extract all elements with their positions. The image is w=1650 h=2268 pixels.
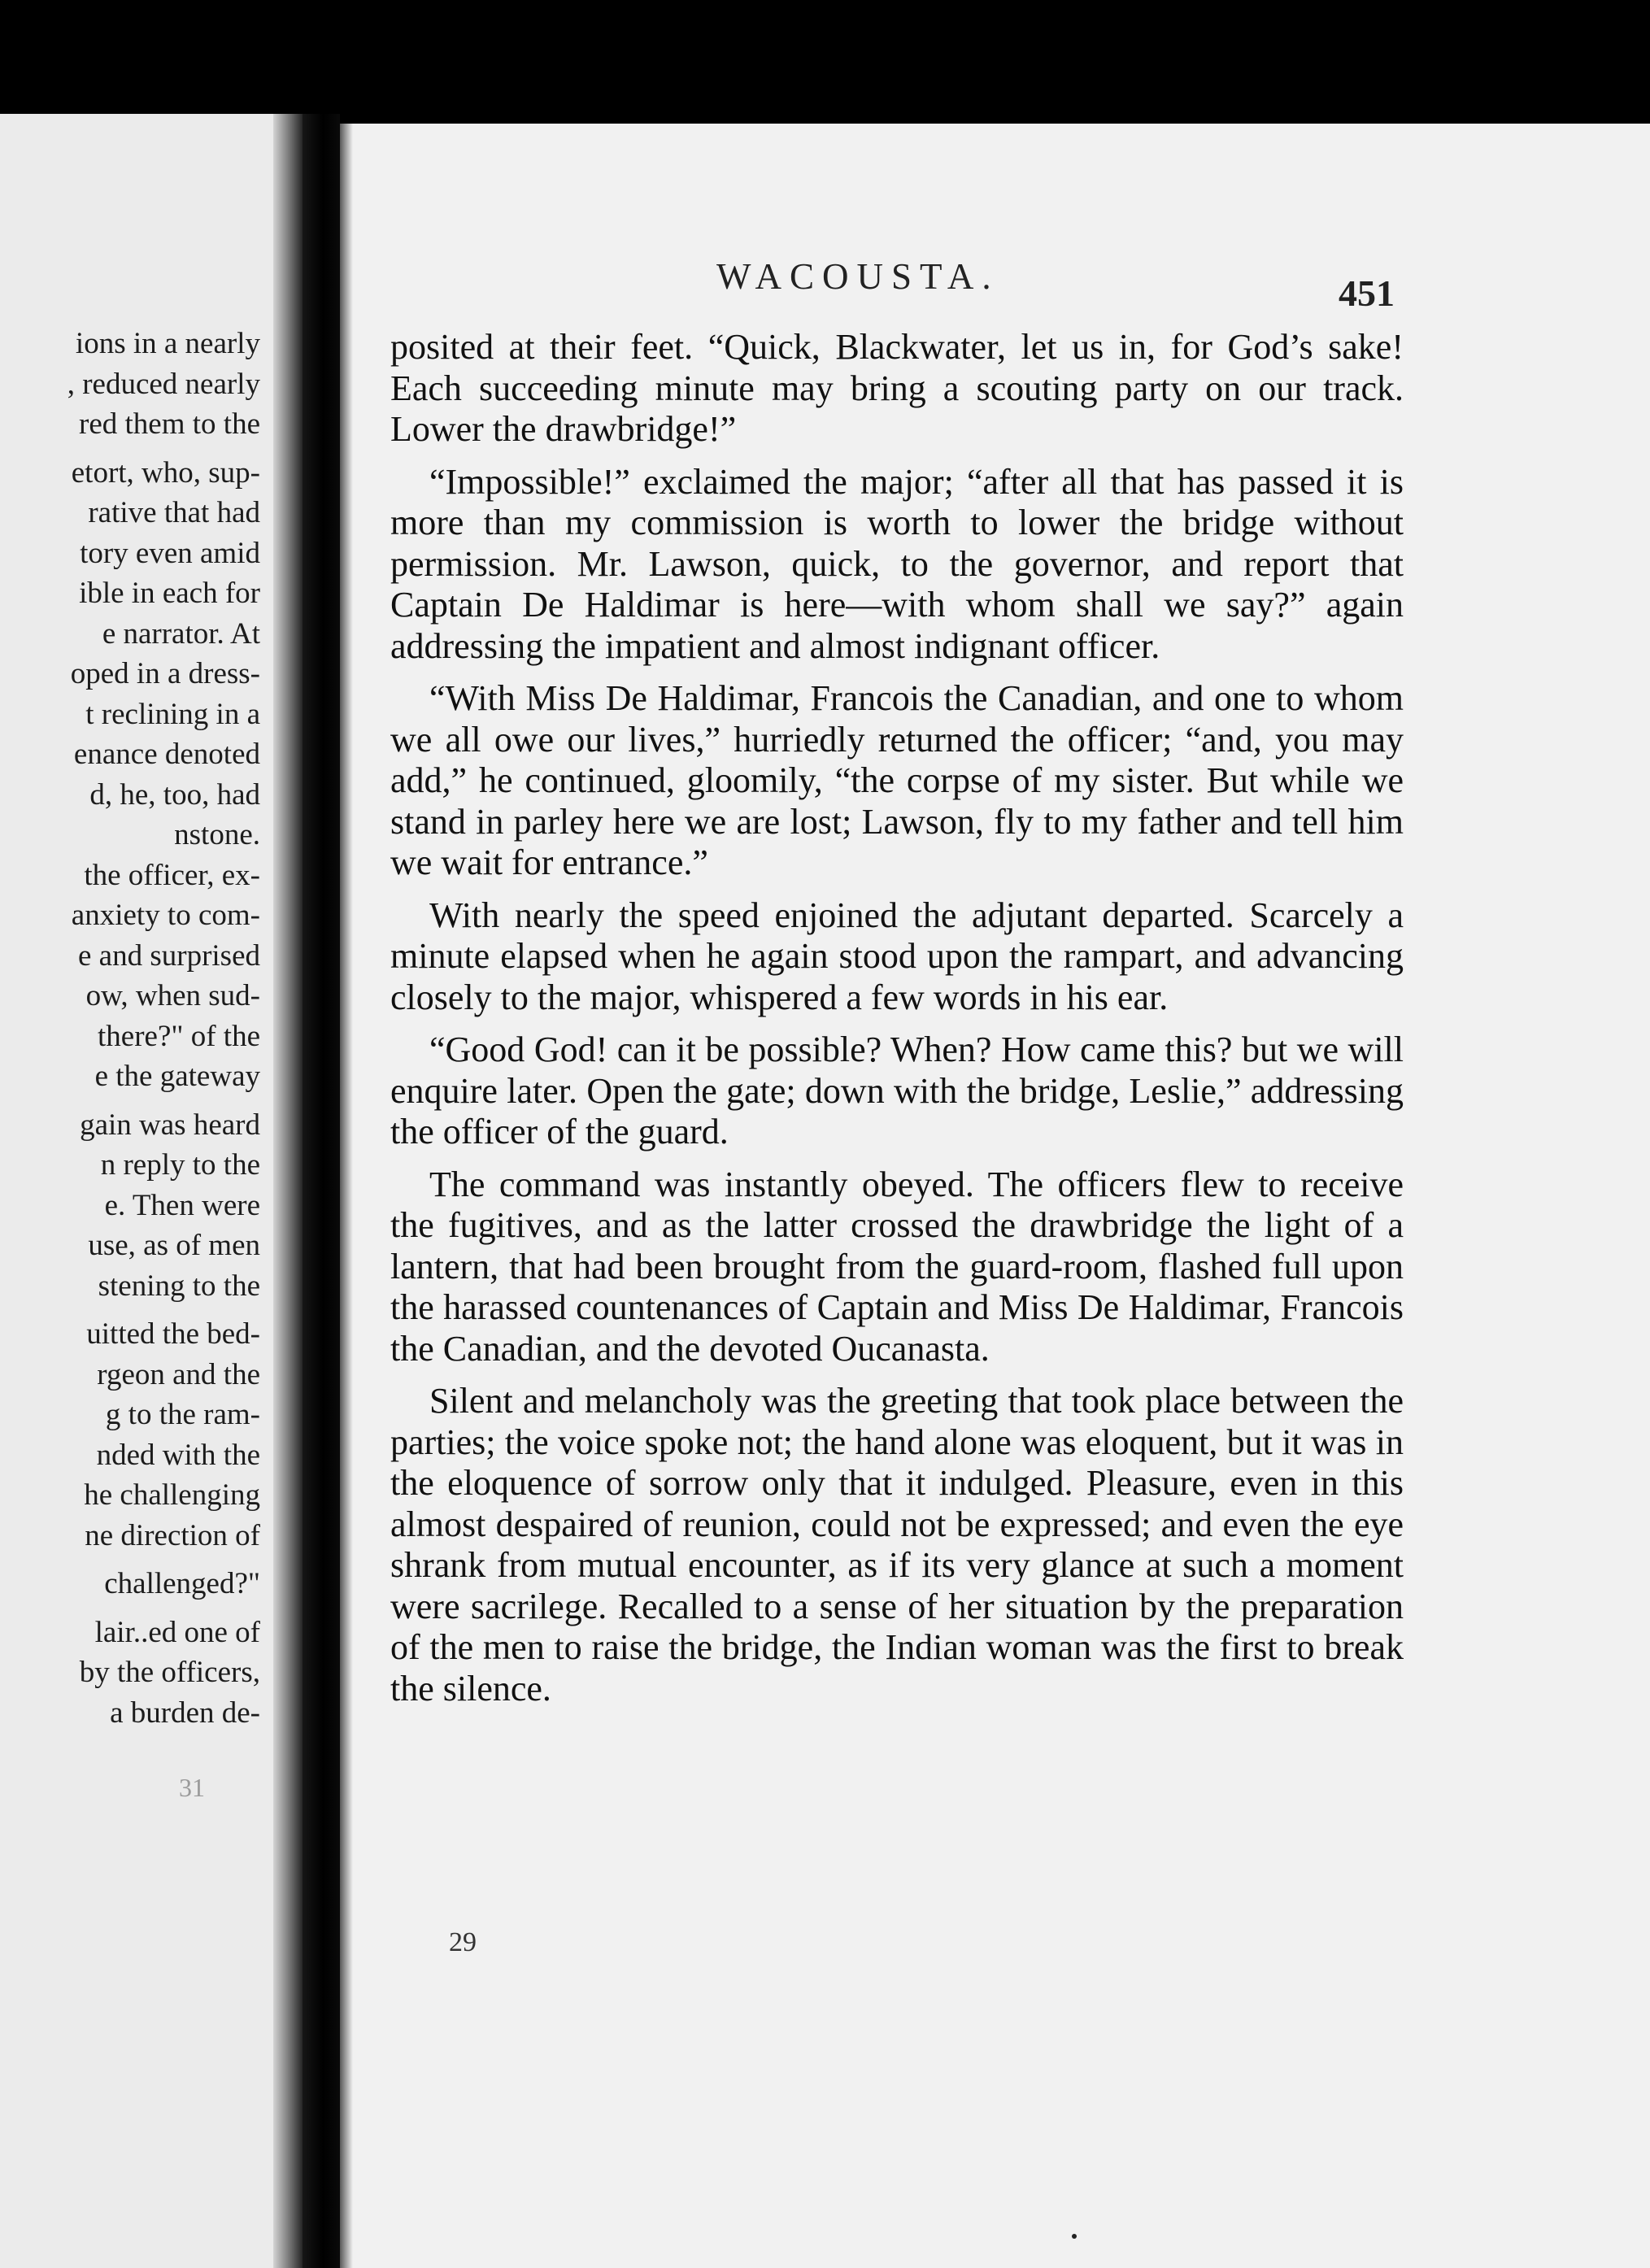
left-page-line: red them to the [79,407,260,441]
left-page-line: nstone. [174,818,260,851]
left-page-line: e narrator. At [102,616,260,651]
left-page-line: rative that had [88,496,260,529]
paragraph: “With Miss De Haldimar, Francois the Canadian, and one to whom we all owe our lives,” hurriedly returned the officer; “and, you may add,” he continued, gloomily, “the corpse of my sister. But while we stand in parley here we are lost; Lawson, fly to my father and tell him we wait for entrance.” [390,678,1404,882]
left-page-gutter-shadow [273,114,303,2268]
print-speck [1072,2234,1077,2239]
page-number: 451 [1339,272,1395,314]
left-page-line: t reclining in a [85,697,260,731]
left-page-line: ne direction of [85,1518,260,1552]
left-page-line: etort, who, sup- [71,455,260,490]
left-page-line: use, as of men [88,1229,260,1262]
left-page-line: uitted the bed- [86,1317,260,1351]
left-page-line: enance denoted [73,738,260,771]
left-page-line: rgeon and the [97,1357,260,1391]
left-page-line: nded with the [96,1438,260,1472]
left-page-line: by the officers, [79,1656,260,1689]
left-page-line: e and surprised [78,938,260,973]
signature-mark: 29 [449,1927,477,1957]
left-page-text [0,324,260,1733]
paragraph: With nearly the speed enjoined the adjutant departed. Scarcely a minute elapsed when he again stood upon the rampart, and advancing closely to the major, whispered a few words in his ear. [390,895,1404,1017]
left-page [0,114,303,2268]
left-page-line: ow, when sud- [85,979,260,1012]
left-page-line: oped in a dress- [70,657,260,690]
left-page-line: the officer, ex- [84,858,260,892]
left-page-line: ions in a nearly [75,327,260,360]
left-page-line: lair..ed one of [94,1615,260,1649]
left-page-line: he challenging [84,1478,260,1512]
left-page-line: d, he, too, had [89,777,260,812]
paragraph: posited at their feet. “Quick, Blackwater, let us in, for God’s sake! Each succeeding minute may bring a scouting party on our track. Lower the drawbridge!” [390,327,1404,449]
left-page-line: stening to the [98,1269,260,1303]
running-head: WACOUSTA. [716,256,999,297]
right-page [340,124,1650,2268]
paragraph: “Good God! can it be possible? When? How came this? but we will enquire later. Open the gate; down with the bridge, Leslie,” addressing the officer of the guard. [390,1030,1404,1151]
left-page-line: ible in each for [79,577,260,610]
left-page-line: n reply to the [100,1148,260,1182]
body-text [390,327,1404,1721]
left-page-line: e. Then were [104,1188,260,1222]
left-page-line: gain was heard [80,1108,260,1142]
paragraph: The command was instantly obeyed. The officers flew to receive the fugitives, and as the latter crossed the drawbridge the light of a lantern, that had been brought from the guard-room, flashed full upon the harassed countenances of Captain and Miss De Haldimar, Francois the Canadian, and the devoted Oucanasta. [390,1164,1404,1369]
left-page-line: there?" of the [98,1019,260,1053]
paragraph: Silent and melancholy was the greeting that took place between the parties; the voice spoke not; the hand alone was eloquent, but it was in the eloquence of sorrow only that it indulged. Pleasure, even in this almost despaired of reunion, could not be expressed; and even the eye shrank from mutual encounter, as if its very glance at such a moment were sacrilege. Recalled to a sense of her situation by the preparation of the men to raise the bridge, the Indian woman was the first to break the silence. [390,1381,1404,1709]
book-spine [303,114,340,2268]
left-page-line: e the gateway [94,1060,260,1093]
left-page-line: anxiety to com- [71,899,260,932]
left-page-folio: 31 [179,1773,205,1802]
left-page-line: g to the ram- [105,1398,260,1431]
left-page-line: tory even amid [80,536,260,570]
left-page-line: a burden de- [110,1696,260,1730]
left-page-line: , reduced nearly [67,367,260,401]
paragraph: “Impossible!” exclaimed the major; “after all that has passed it is more than my commission is worth to lower the bridge without permission. Mr. Lawson, quick, to the governor, and report that Captain De Haldimar is here—with whom shall we say?” again addressing the impatient and almost indignant officer. [390,461,1404,666]
right-page-gutter-shadow [340,124,353,2268]
left-page-line: challenged?" [104,1567,260,1600]
